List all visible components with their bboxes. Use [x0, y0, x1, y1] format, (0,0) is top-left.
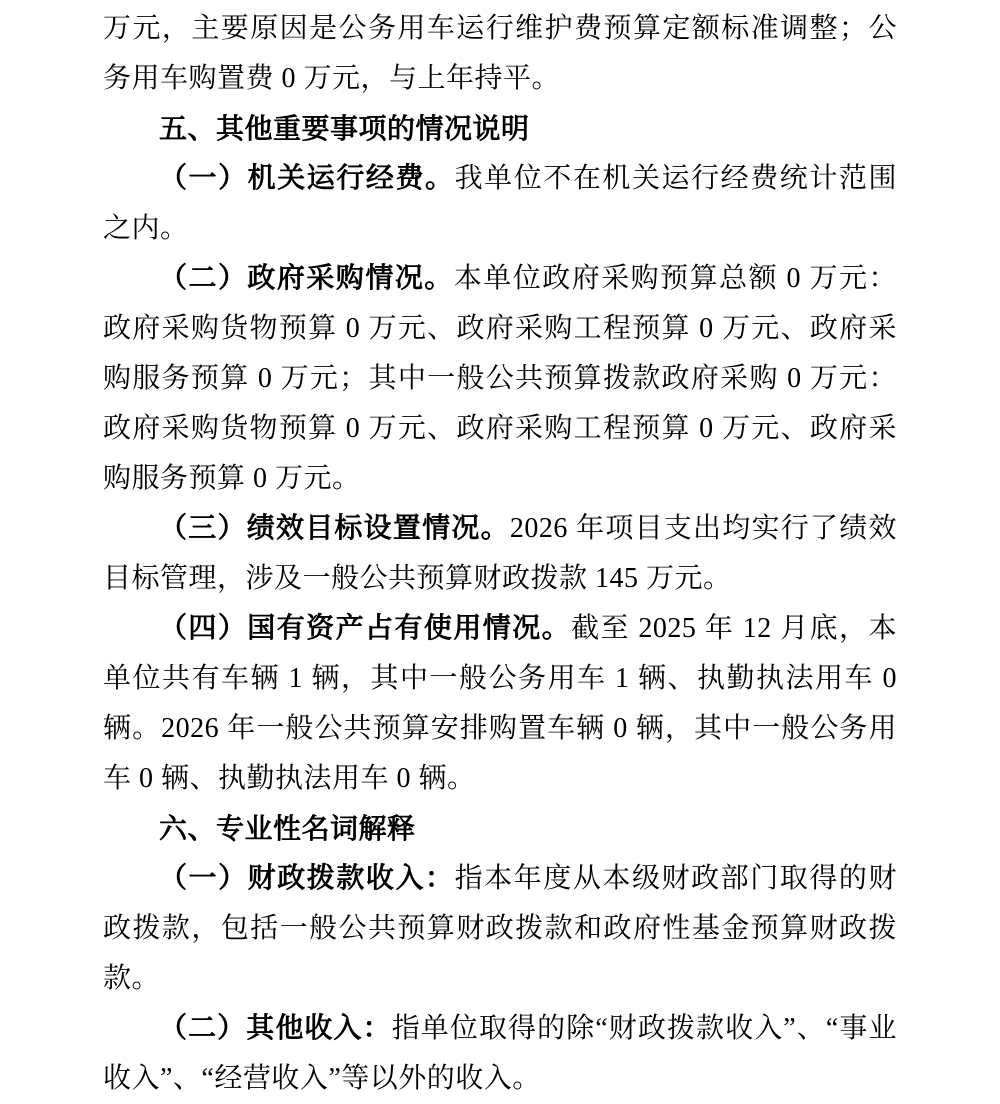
paragraph-lead-text: （二）其他收入： — [159, 1013, 392, 1044]
paragraph — [103, 4, 897, 104]
paragraph-text: 指单位取得的除“财政拨款收入”、“事业收入”、“经营收入”等以外的收入。 — [103, 1013, 897, 1094]
paragraph — [103, 154, 897, 254]
paragraph-lead-text: 六、专业性名词解释 — [159, 813, 416, 844]
paragraph-text: 万元，主要原因是公务用车运行维护费预算定额标准调整；公务用车购置费 0 万元，与上年持平。 — [103, 13, 897, 94]
section-heading — [103, 804, 897, 854]
paragraph-lead-text: （四）国有资产占有使用情况。 — [159, 613, 572, 644]
paragraph — [103, 1004, 897, 1104]
paragraph-lead-text: （一）机关运行经费。 — [159, 163, 455, 194]
paragraph-text: 我单位不在机关运行经费统计范围之内。 — [103, 163, 897, 244]
paragraph — [103, 604, 897, 804]
paragraph-text: 指本年度从本级财政部门取得的财政拨款，包括一般公共预算财政拨款和政府性基金预算财政拨款。 — [103, 863, 897, 994]
paragraph-lead-text: （二）政府采购情况。 — [159, 263, 454, 294]
paragraph-lead-text: （一）财政拨款收入： — [159, 863, 455, 894]
paragraph — [103, 254, 897, 504]
paragraph-text: 2026 年项目支出均实行了绩效目标管理，涉及一般公共预算财政拨款 145 万元。 — [103, 513, 897, 594]
paragraph-lead-text: 五、其他重要事项的情况说明 — [159, 113, 530, 144]
document-body — [103, 4, 897, 1104]
section-heading — [103, 104, 897, 154]
paragraph-text: 本单位政府采购预算总额 0 万元：政府采购货物预算 0 万元、政府采购工程预算 0 万元、政府采购服务预算 0 万元；其中一般公共预算拨款政府采购 0 万元：政府采购货物预算 0 万元、政府采购工程预算 0 万元、政府采购服务预算 0 万元。 — [103, 263, 897, 494]
paragraph-lead-text: （三）绩效目标设置情况。 — [159, 513, 510, 544]
paragraph-text: 截至 2025 年 12 月底，本单位共有车辆 1 辆，其中一般公务用车 1 辆、执勤执法用车 0 辆。2026 年一般公共预算安排购置车辆 0 辆，其中一般公务用车 0 辆、执勤执法用车 0 辆。 — [103, 613, 897, 794]
paragraph — [103, 854, 897, 1004]
paragraph — [103, 504, 897, 604]
